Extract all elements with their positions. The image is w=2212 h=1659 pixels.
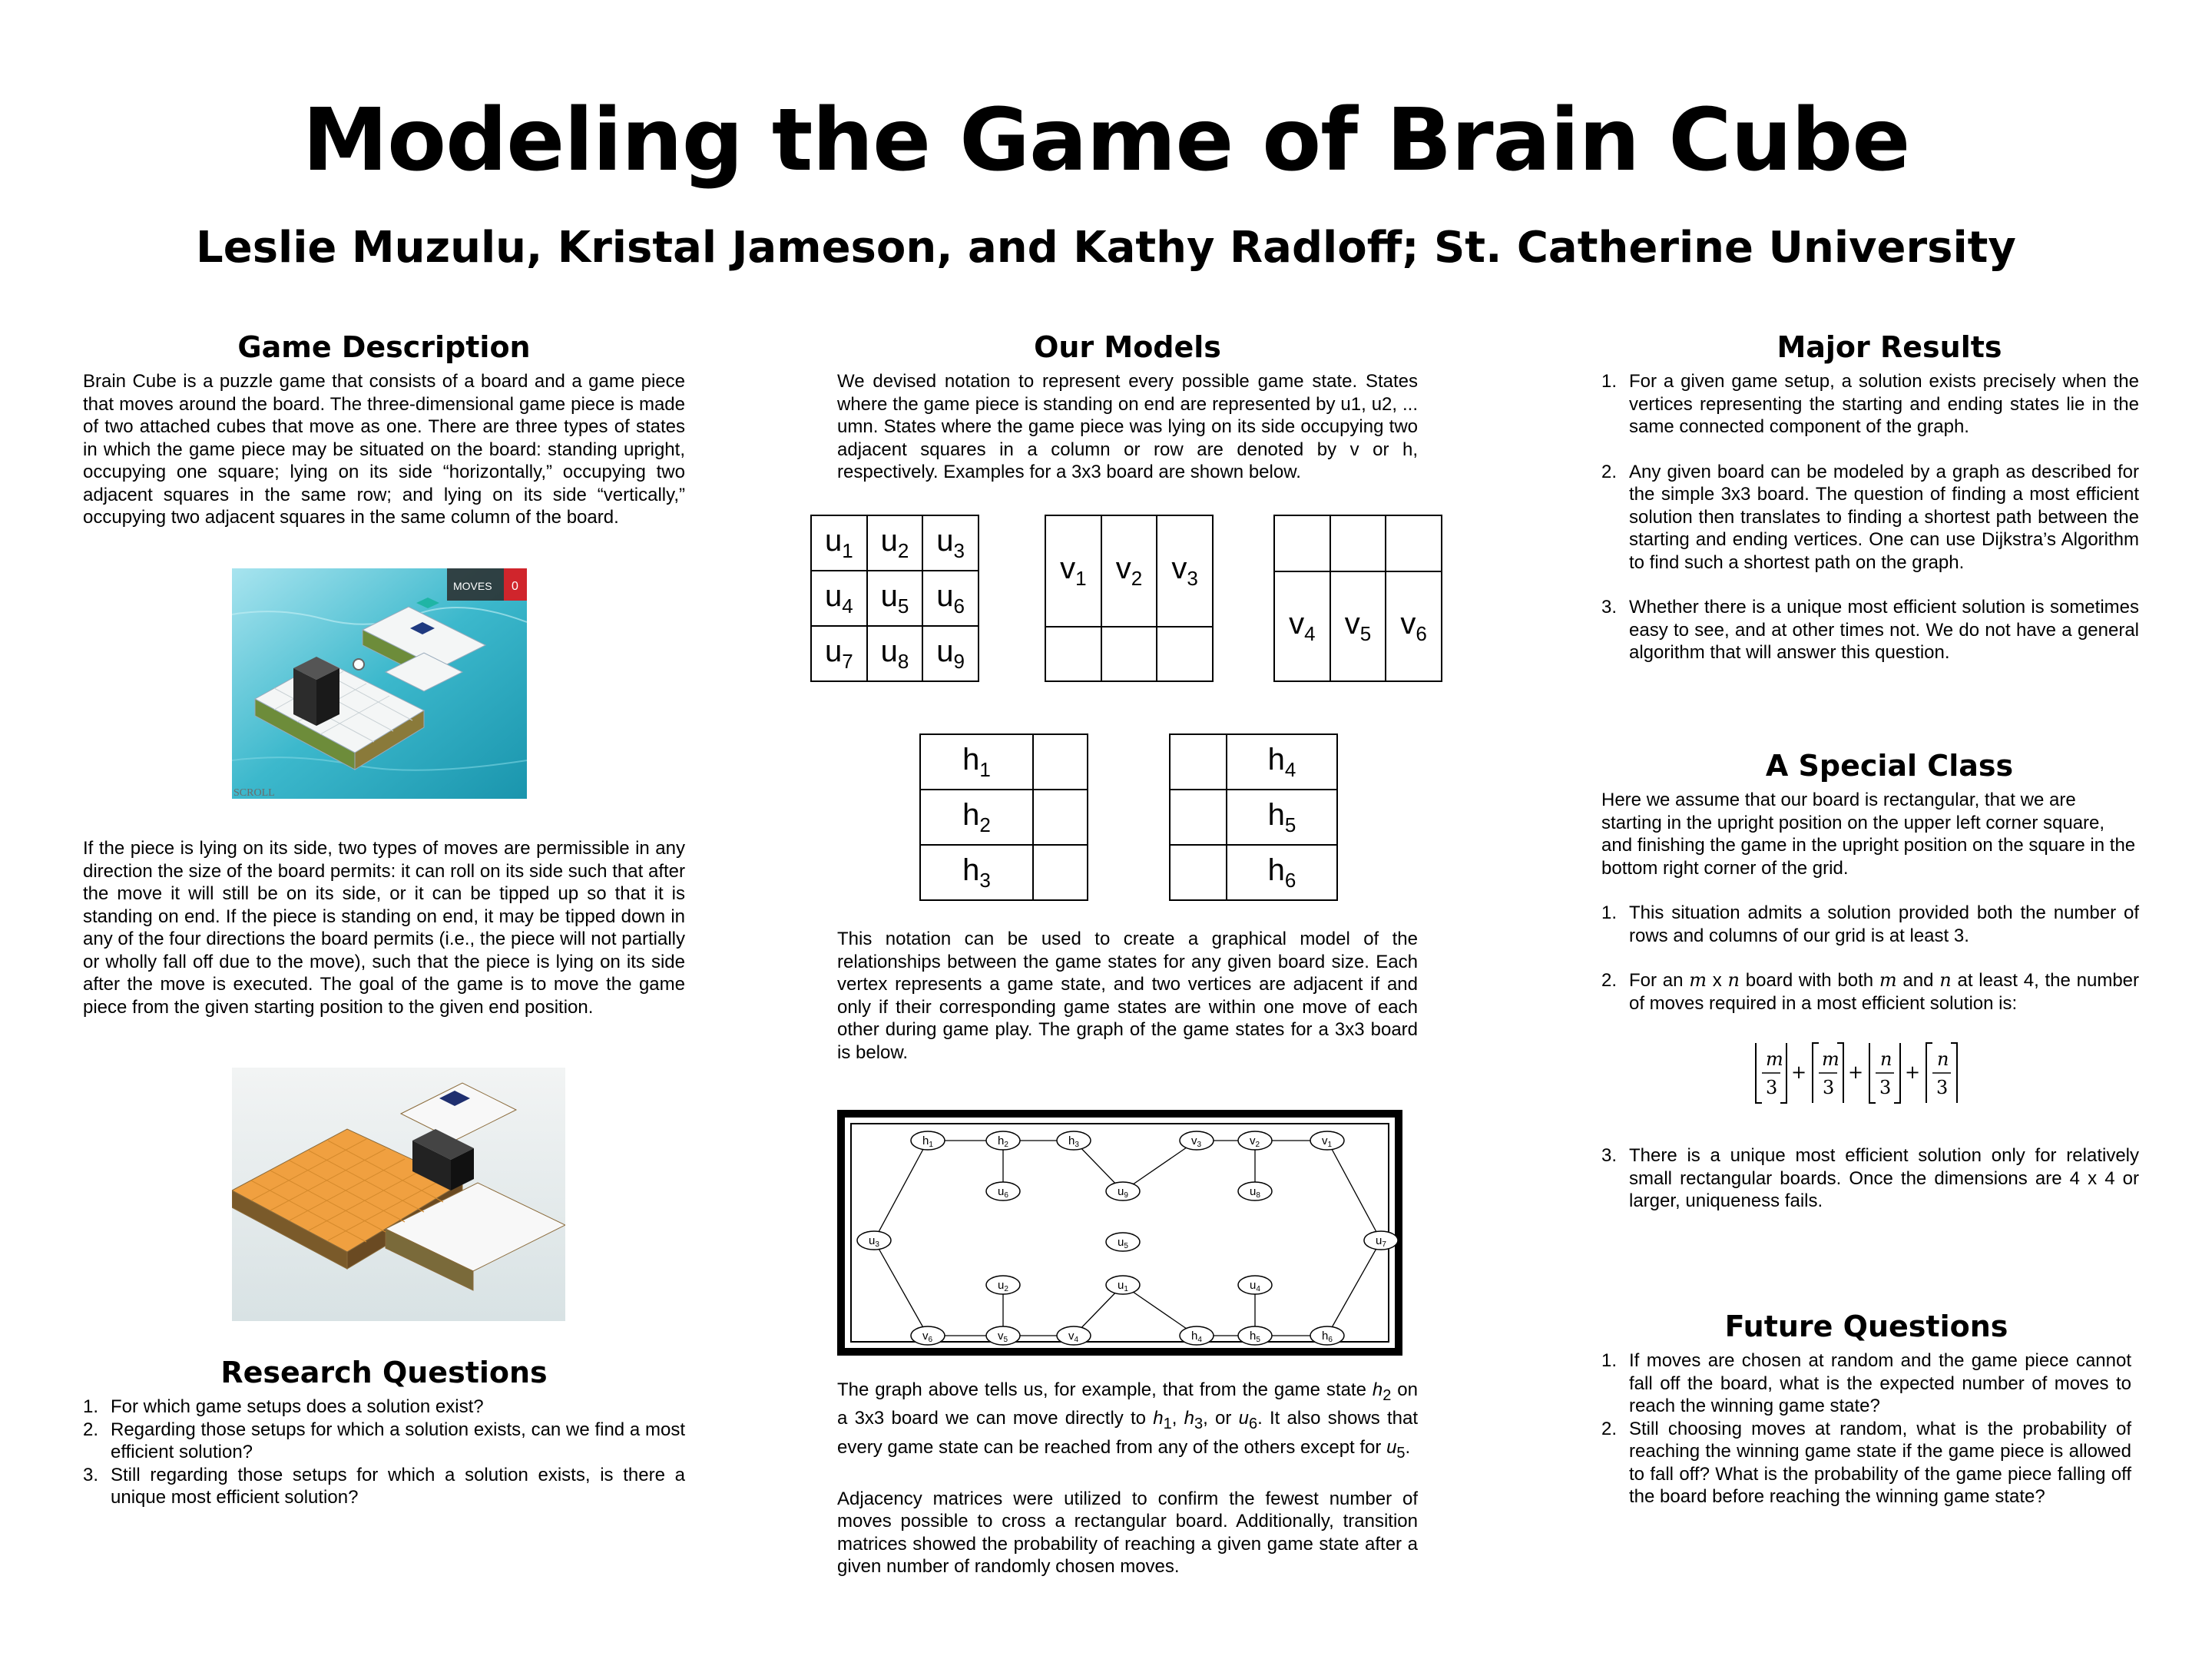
graph-node-u3 <box>857 1231 891 1250</box>
graph-interpretation: The graph above tells us, for example, that from the game state $h_2$ on a 3x3 board we can move directly to $h_1$, $h_3$, or $u_6$. It also shows that every game state can be reached from any of the others except for $u_5$. <box>837 1379 1419 1462</box>
h-cell: $h_4$ <box>1227 734 1337 790</box>
graph-node-h3 <box>1057 1131 1091 1150</box>
svg-text:v5: $v_5$ <box>998 1330 1008 1344</box>
graph-node-u8 <box>1238 1182 1272 1200</box>
svg-text:h4: $h_4$ <box>1191 1330 1202 1344</box>
list-item: 2. Still choosing moves at random, what is the probability of reaching the winning game state if the game piece is allowed to fall off? What is the probability of the game piece falling off the board before reaching the winning game state? <box>1601 1418 2131 1507</box>
v-cell: $v_2$ <box>1101 515 1157 627</box>
major-results-heading: Major Results <box>1777 330 2002 364</box>
special-class-item3-block <box>1601 1144 2139 1213</box>
graph-node-u9 <box>1106 1182 1140 1200</box>
svg-text:u7: $u_7$ <box>1376 1234 1386 1249</box>
h-cell: $h_2$ <box>920 790 1033 845</box>
graph-node-v1 <box>1310 1131 1344 1150</box>
moves-label: MOVES <box>453 580 492 592</box>
formula-denominator: 3 <box>1936 1077 1949 1098</box>
svg-text:u4: $u_4$ <box>1250 1279 1260 1293</box>
graph-node-h4 <box>1180 1326 1214 1345</box>
svg-text:u5: $u_5$ <box>1118 1236 1128 1250</box>
graph-node-h6 <box>1310 1326 1344 1345</box>
svg-text:v2: $v_2$ <box>1250 1134 1260 1149</box>
u-cell: $u_9$ <box>922 626 979 681</box>
svg-text:u8: $u_8$ <box>1250 1185 1260 1200</box>
svg-text:h5: $h_5$ <box>1250 1330 1260 1344</box>
u-cell: $u_3$ <box>922 515 979 571</box>
game-description-section <box>83 330 685 529</box>
h-cell: $h_6$ <box>1227 845 1337 900</box>
svg-text:h1: $h_1$ <box>922 1134 933 1149</box>
list-item: 3. Whether there is a unique most efficient solution is sometimes easy to see, and at other times not. We do not have a general algorithm that will answer this question. <box>1601 597 2139 663</box>
graph-node-v2 <box>1238 1131 1272 1150</box>
graph-edge <box>1327 1141 1381 1240</box>
graph-node-v5 <box>986 1326 1020 1345</box>
special-class-list-cont <box>1601 1144 2139 1213</box>
list-item: 3. Still regarding those setups for which a solution exists, is there a unique most efficient solution? <box>83 1464 685 1508</box>
graph-description-block <box>837 928 1418 1064</box>
formula-denominator: 3 <box>1823 1077 1835 1098</box>
u-cell: $u_5$ <box>867 571 923 626</box>
game-description-heading: Game Description <box>237 330 531 364</box>
svg-text:v6: $v_6$ <box>922 1330 933 1344</box>
research-questions-list <box>83 1396 685 1509</box>
our-models-heading: Our Models <box>1034 330 1221 364</box>
game-description-para2-block <box>83 837 685 1018</box>
special-class-section <box>1601 749 2139 1015</box>
u-state-grid <box>810 515 979 682</box>
u-cell: $u_2$ <box>867 515 923 571</box>
u-cell: $u_8$ <box>867 626 923 681</box>
special-class-intro: Here we assume that our board is rectangular, that we are starting in the upright position on the upper left corner square, and finishing the game in the upright position on the square in the bottom right corner of the grid. <box>1601 790 2136 879</box>
svg-text:u2: $u_2$ <box>998 1279 1008 1293</box>
v-state-grid-top <box>1045 515 1214 682</box>
list-item: 3. There is a unique most efficient solution only for relatively small rectangular boards. Once the dimensions are 4 x 4 or larger, uniqueness fails. <box>1601 1145 2139 1211</box>
matrices-paragraph: Adjacency matrices were utilized to confirm the fewest number of moves possible to cross a rectangular board. Additionally, transition matrices showed the probability of reaching a given game state after a given number of randomly chosen moves. <box>837 1488 1418 1578</box>
h-cell: $h_1$ <box>920 734 1033 790</box>
graph-node-h1 <box>911 1131 945 1150</box>
research-questions-section <box>83 1356 685 1509</box>
scroll-label: SCROLL <box>233 787 275 799</box>
graph-node-u7 <box>1364 1231 1398 1250</box>
v-state-grid-bottom <box>1273 515 1442 682</box>
v-cell: $v_6$ <box>1386 571 1442 681</box>
future-questions-section <box>1601 1310 2131 1508</box>
svg-text:v4: $v_4$ <box>1068 1330 1079 1344</box>
h-state-grid-right <box>1169 733 1338 901</box>
v-cell: $v_1$ <box>1045 515 1101 627</box>
future-questions-heading: Future Questions <box>1724 1310 2008 1343</box>
formula-denominator: 3 <box>1879 1077 1892 1098</box>
major-results-section <box>1601 330 2139 664</box>
svg-text:v1: $v_1$ <box>1322 1134 1333 1149</box>
poster-authors: Leslie Muzulu, Kristal Jameson, and Kathy Radloff; St. Catherine University <box>196 223 2016 273</box>
svg-text:u1: $u_1$ <box>1118 1279 1128 1293</box>
game-description-para1: Brain Cube is a puzzle game that consists of a board and a game piece that moves around the board. The three-dimensional game piece is made of two attached cubes that move as one. There are three types of states in which the game piece may be situated on the board: standing upright, occupying one square; lying on its side “horizontally,” occupying two adjacent squares in the same row; and lying on its side “vertically,” occupying two adjacent squares in the same column of the board. <box>83 371 685 528</box>
graph-node-h2 <box>986 1131 1020 1150</box>
major-results-list <box>1601 370 2139 664</box>
future-questions-list <box>1601 1349 2131 1508</box>
graph-interpretation-section <box>837 1379 1418 1578</box>
svg-text:h6: $h_6$ <box>1322 1330 1333 1344</box>
graph-node-u1 <box>1106 1276 1140 1294</box>
formula-numerator: n <box>1880 1048 1892 1070</box>
list-item: 1. For which game setups does a solution exist? <box>83 1396 484 1417</box>
svg-text:v3: $v_3$ <box>1191 1134 1202 1149</box>
graph-description: This notation can be used to create a graphical model of the relationships between the game states for any given board size. Each vertex represents a game state, and two vertices are adjacent if and only if their corresponding game states are within one move of each other during game play. The graph of the game states for a 3x3 board is below. <box>837 929 1418 1063</box>
graph-node-u6 <box>986 1182 1020 1200</box>
u-cell: $u_7$ <box>811 626 867 681</box>
svg-text:h2: $h_2$ <box>998 1134 1008 1149</box>
poster-title: Modeling the Game of Brain Cube <box>302 91 1910 190</box>
graph-node-u5 <box>1106 1233 1140 1251</box>
formula-plus: + <box>1848 1061 1864 1083</box>
svg-text:u3: $u_3$ <box>869 1234 879 1249</box>
graph-node-v3 <box>1180 1131 1214 1150</box>
moves-formula <box>1751 1038 1982 1108</box>
formula-numerator: m <box>1822 1048 1839 1070</box>
svg-text:h3: $h_3$ <box>1068 1134 1079 1149</box>
u-cell: $u_6$ <box>922 571 979 626</box>
v-cell: $v_4$ <box>1274 571 1330 681</box>
formula-denominator: 3 <box>1766 1077 1778 1098</box>
moves-value: 0 <box>512 580 518 593</box>
special-class-heading: A Special Class <box>1765 749 2014 783</box>
formula-plus: + <box>1791 1061 1807 1083</box>
graph-edge <box>874 1141 928 1240</box>
graph-node-u2 <box>986 1276 1020 1294</box>
game-screenshot-orange <box>232 1068 565 1321</box>
list-item: 2. Regarding those setups for which a solution exists, can we find a most efficient solution? <box>83 1419 685 1462</box>
svg-text:u9: $u_9$ <box>1118 1185 1128 1200</box>
game-screenshot-water <box>232 568 527 799</box>
v-cell: $v_5$ <box>1330 571 1386 681</box>
graph-node-u4 <box>1238 1276 1272 1294</box>
graph-edge <box>1327 1240 1381 1336</box>
list-item: 2. For an m x n board with both m and n at least 4, the number of moves required in a most efficient solution is: <box>1601 969 2140 1014</box>
game-description-para2: If the piece is lying on its side, two types of moves are permissible in any direction the size of the board permits: it can roll on its side such that after the move it will still be on its side, or it can be tipped up so that it is standing on end. If the piece is standing on end, it may be tipped down in any of the four directions the board permits (i.e., the piece will not partially or wholly fall off due to the move), such that the piece is lying on its side after the move is executed. The goal of the game is to move the game piece from the given starting position to the given end position. <box>83 838 685 1018</box>
graph-node-h5 <box>1238 1326 1272 1345</box>
formula-numerator: n <box>1937 1048 1949 1070</box>
research-questions-heading: Research Questions <box>220 1356 548 1389</box>
h-cell: $h_3$ <box>920 845 1033 900</box>
graph-edge <box>874 1240 928 1336</box>
special-class-list <box>1601 902 2139 1015</box>
list-item: 2. Any given board can be modeled by a graph as described for the simple 3x3 board. The question of finding a most efficient solution then translates to finding a shortest path between the starting and ending vertices. One can use Dijkstra’s Algorithm to find such a shortest path on the graph. <box>1601 461 2139 573</box>
formula-numerator: m <box>1766 1048 1783 1070</box>
h-cell: $h_5$ <box>1227 790 1337 845</box>
u-cell: $u_4$ <box>811 571 867 626</box>
formula-plus: + <box>1905 1061 1921 1083</box>
list-item: 1. For a given game setup, a solution exists precisely when the vertices representing the starting and ending states lie in the same connected component of the graph. <box>1601 371 2139 437</box>
graph-node-v6 <box>911 1326 945 1345</box>
svg-text:u6: $u_6$ <box>998 1185 1008 1200</box>
v-cell: $v_3$ <box>1157 515 1213 627</box>
list-item: 1. This situation admits a solution provided both the number of rows and columns of our grid is at least 3. <box>1601 902 2139 946</box>
graph-node-v4 <box>1057 1326 1091 1345</box>
our-models-intro: We devised notation to represent every possible game state. States where the game piece is standing on end are represented by u1, u2, ... umn. States where the game piece was lying on its side occupying two adjacent squares in a column or row are denoted by v or h, respectively. Examples for a 3x3 board are shown below. <box>837 371 1418 482</box>
state-graph <box>837 1110 1402 1356</box>
u-cell: $u_1$ <box>811 515 867 571</box>
h-state-grid-left <box>919 733 1088 901</box>
list-item: 1. If moves are chosen at random and the game piece cannot fall off the board, what is the expected number of moves to reach the winning game state? <box>1601 1350 2131 1416</box>
our-models-section <box>837 330 1418 484</box>
